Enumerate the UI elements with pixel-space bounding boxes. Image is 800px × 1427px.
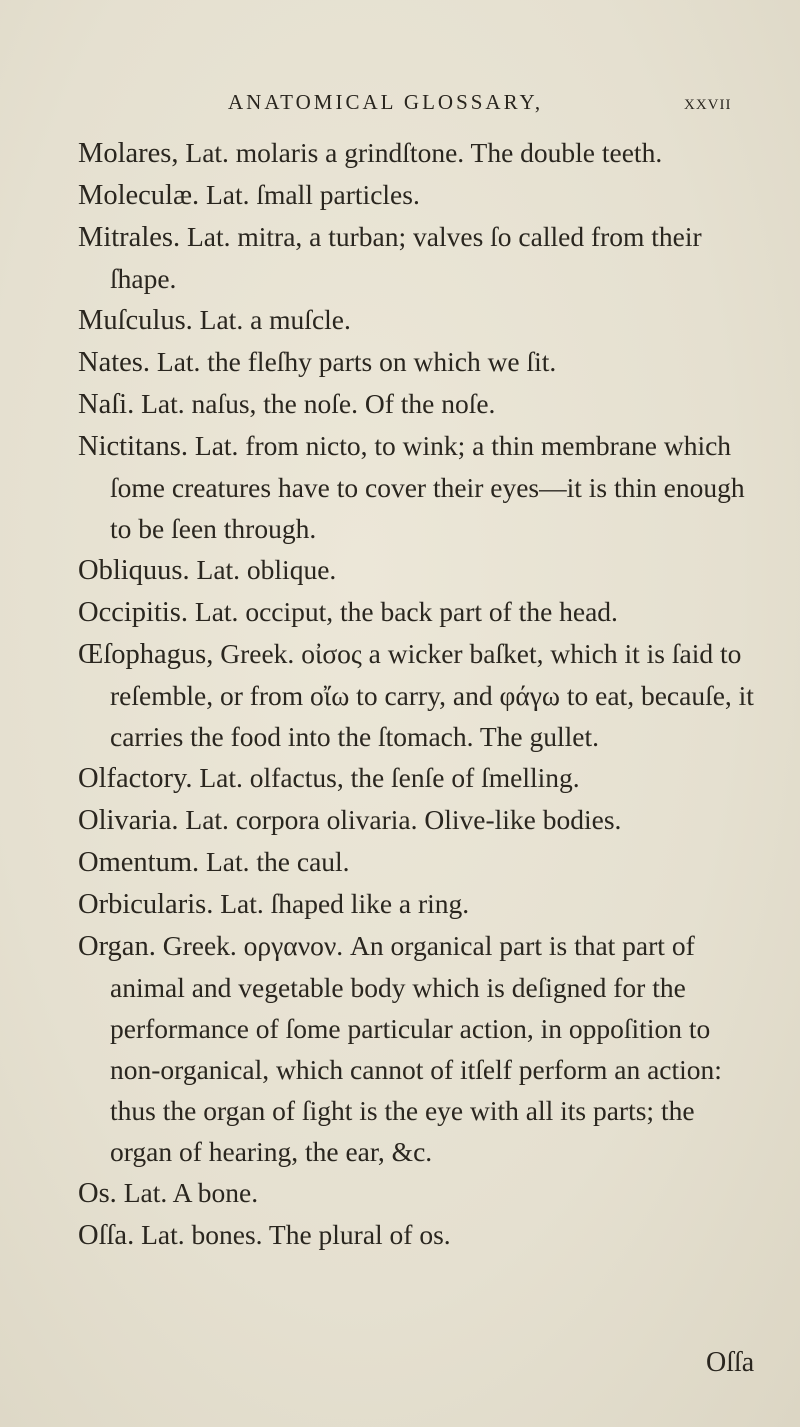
entry-language: Greek.	[220, 638, 295, 669]
entry-term: Mitrales.	[78, 222, 181, 253]
glossary-entry	[78, 425, 758, 549]
glossary-entry	[78, 925, 758, 1172]
entry-term: Moleculæ.	[78, 180, 200, 211]
glossary-entry	[78, 633, 758, 757]
entry-definition: naſus, the noſe. Of the noſe.	[191, 388, 496, 419]
entry-definition: οργανον. An organical part is that part of animal and vegetable body which is deſigned for the performance of ſome particular action, in oppoſition to non-organical, which cannot of itſelf perform an action: thus the organ of ſight is the eye with all its parts; the organ of hearing, the ear, &c.	[110, 930, 722, 1167]
entry-term: Oſſa.	[78, 1220, 135, 1251]
entry-language: Lat.	[206, 179, 250, 210]
entry-language: Lat.	[206, 846, 250, 877]
entry-definition: olfactus, the ſenſe of ſmelling.	[249, 762, 580, 793]
entry-term: Naſi.	[78, 389, 135, 420]
entry-language: Lat.	[194, 596, 239, 627]
entry-language: Lat.	[123, 1177, 168, 1208]
entry-term: Omentum.	[78, 847, 200, 878]
running-title: ANATOMICAL GLOSSARY,	[228, 90, 544, 114]
entry-definition: ſhaped like a ring.	[270, 888, 470, 919]
entry-definition: oblique.	[246, 554, 337, 585]
glossary-entries	[78, 132, 758, 1256]
entry-definition: the fleſhy parts on which we ſit.	[207, 346, 557, 377]
glossary-entry	[78, 591, 758, 633]
entry-language: Lat.	[185, 804, 229, 835]
glossary-entry	[78, 383, 758, 425]
entry-language: Lat.	[194, 430, 239, 461]
entry-definition: ſmall particles.	[256, 179, 420, 210]
entry-language: Lat.	[220, 888, 264, 919]
entry-definition: corpora olivaria. Olive-like bodies.	[235, 804, 622, 835]
page-header	[0, 90, 800, 130]
entry-term: Olivaria.	[78, 805, 179, 836]
glossary-entry	[78, 299, 758, 341]
entry-term: Nates.	[78, 347, 151, 378]
entry-language: Lat.	[199, 762, 243, 793]
entry-definition: a muſcle.	[250, 304, 351, 335]
glossary-entry	[78, 174, 758, 216]
entry-language: Lat.	[141, 1219, 185, 1250]
glossary-entry	[78, 216, 758, 299]
entry-definition: occiput, the back part of the head.	[245, 596, 618, 627]
glossary-entry	[78, 841, 758, 883]
entry-definition: from nicto, to wink; a thin membrane which ſome creatures have to cover their eyes—it is thin enough to be ſeen through.	[110, 430, 745, 544]
entry-term: Muſculus.	[78, 305, 193, 336]
glossary-entry	[78, 549, 758, 591]
entry-term: Occipitis.	[78, 597, 189, 628]
entry-definition: molaris a grindſtone. The double teeth.	[235, 137, 663, 168]
glossary-entry	[78, 1214, 758, 1256]
entry-term: Organ.	[78, 931, 156, 962]
entry-definition: bones. The plural of os.	[191, 1219, 451, 1250]
glossary-entry	[78, 132, 758, 174]
entry-language: Lat.	[156, 346, 201, 377]
entry-definition: οἰσος a wicker baſket, which it is ſaid to reſemble, or from οἴω to carry, and φάγω to eat, becauſe, it carries the food into the ſtomach. The gullet.	[110, 638, 754, 752]
glossary-entry	[78, 757, 758, 799]
entry-language: Lat.	[185, 137, 229, 168]
glossary-entry	[78, 799, 758, 841]
entry-term: Molares,	[78, 138, 179, 169]
entry-definition: mitra, a turban; valves ſo called from their ſhape.	[110, 221, 702, 294]
entry-definition: the caul.	[256, 846, 350, 877]
entry-language: Lat.	[199, 304, 244, 335]
entry-language: Lat.	[196, 554, 241, 585]
entry-term: Nictitans.	[78, 431, 189, 462]
entry-term: Orbicularis.	[78, 889, 214, 920]
catchword: Oſſa	[706, 1347, 755, 1378]
glossary-entry	[78, 1172, 758, 1214]
page-number: xxvii	[684, 90, 732, 114]
glossary-entry	[78, 883, 758, 925]
entry-language: Lat.	[186, 221, 231, 252]
entry-definition: A bone.	[172, 1177, 259, 1208]
entry-term: Os.	[78, 1178, 117, 1209]
entry-term: Œſophagus,	[78, 639, 214, 670]
entry-term: Olfactory.	[78, 763, 193, 794]
entry-language: Lat.	[141, 388, 185, 419]
glossary-entry	[78, 341, 758, 383]
entry-term: Obliquus.	[78, 555, 190, 586]
entry-language: Greek.	[162, 930, 237, 961]
